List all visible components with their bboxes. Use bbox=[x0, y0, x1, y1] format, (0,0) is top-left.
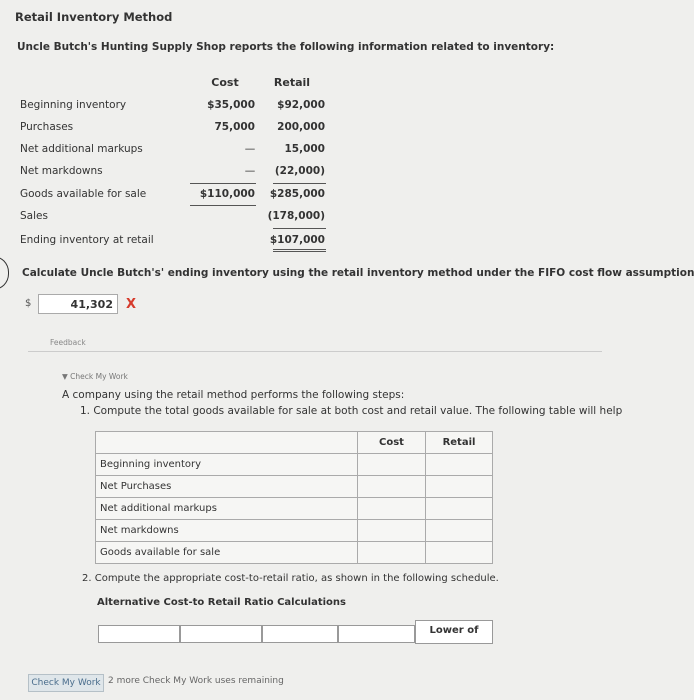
retail-header: Retail bbox=[426, 432, 493, 454]
incorrect-icon: X bbox=[126, 297, 137, 312]
step-2-text: 2. Compute the appropriate cost-to-retail ratio, as shown in the following schedule. bbox=[82, 573, 499, 584]
double-rule bbox=[273, 249, 326, 250]
row-cost: — bbox=[244, 143, 256, 155]
table-cell bbox=[426, 520, 493, 542]
table-cell bbox=[426, 542, 493, 564]
feedback-divider bbox=[28, 351, 602, 352]
table-cell bbox=[358, 498, 426, 520]
subtotal-rule bbox=[273, 183, 326, 184]
attempts-remaining: 2 more Check My Work uses remaining bbox=[108, 676, 284, 686]
table-cell bbox=[426, 498, 493, 520]
table-row-label: Beginning inventory bbox=[96, 454, 358, 476]
feedback-lead: A company using the retail method performs the following steps: bbox=[62, 389, 405, 401]
step-1-text: 1. Compute the total goods available for sale at both cost and retail value. The following table will help bbox=[80, 405, 623, 417]
check-my-work-button[interactable]: Check My Work bbox=[28, 674, 104, 692]
question-text: Calculate Uncle Butch's' ending inventory using the retail inventory method under the FIFO cost flow assumption bbox=[22, 267, 694, 279]
schedule-cell bbox=[338, 625, 415, 643]
row-cost: — bbox=[244, 165, 256, 177]
row-label: Goods available for sale bbox=[20, 188, 147, 200]
row-cost: $35,000 bbox=[207, 99, 255, 111]
question-bracket bbox=[0, 256, 9, 290]
table-row-label: Net Purchases bbox=[96, 476, 358, 498]
answer-input[interactable]: 41,302 bbox=[38, 294, 118, 314]
row-label: Purchases bbox=[20, 121, 74, 133]
row-retail: (178,000) bbox=[267, 210, 325, 222]
cost-header: Cost bbox=[211, 76, 239, 89]
row-cost: 75,000 bbox=[214, 121, 255, 133]
schedule-cell bbox=[180, 625, 262, 643]
row-retail: $92,000 bbox=[277, 99, 325, 111]
goods-available-table bbox=[95, 431, 493, 564]
retail-header: Retail bbox=[273, 76, 311, 89]
total-rule bbox=[190, 205, 256, 206]
check-my-work-toggle[interactable]: ▼ Check My Work bbox=[62, 372, 128, 381]
table-row-label: Net markdowns bbox=[96, 520, 358, 542]
row-cost: $110,000 bbox=[199, 188, 255, 200]
row-retail: 200,000 bbox=[277, 121, 325, 133]
table-cell bbox=[358, 454, 426, 476]
table-row-label: Net additional markups bbox=[96, 498, 358, 520]
row-label: Beginning inventory bbox=[20, 99, 127, 111]
feedback-label: Feedback bbox=[50, 338, 86, 347]
table-cell bbox=[426, 454, 493, 476]
double-rule bbox=[273, 251, 326, 252]
table-cell bbox=[426, 476, 493, 498]
row-label: Ending inventory at retail bbox=[20, 234, 154, 246]
row-label: Sales bbox=[20, 210, 48, 222]
table-row-label: Goods available for sale bbox=[96, 542, 358, 564]
alt-ratio-heading: Alternative Cost-to Retail Ratio Calculations bbox=[97, 597, 346, 608]
row-label: Net additional markups bbox=[20, 143, 143, 155]
cost-header: Cost bbox=[358, 432, 426, 454]
subtotal-rule bbox=[273, 228, 326, 229]
row-retail: $107,000 bbox=[269, 234, 325, 246]
table-cell bbox=[358, 542, 426, 564]
schedule-cell bbox=[98, 625, 180, 643]
page-title: Retail Inventory Method bbox=[15, 10, 173, 24]
table-cell bbox=[358, 520, 426, 542]
currency-symbol: $ bbox=[25, 298, 32, 309]
row-retail: $285,000 bbox=[269, 188, 325, 200]
schedule-cell bbox=[262, 625, 338, 643]
row-label: Net markdowns bbox=[20, 165, 103, 177]
table-corner bbox=[96, 432, 358, 454]
table-cell bbox=[358, 476, 426, 498]
row-retail: 15,000 bbox=[284, 143, 325, 155]
row-retail: (22,000) bbox=[274, 165, 325, 177]
problem-intro: Uncle Butch's Hunting Supply Shop reports the following information related to inventory: bbox=[17, 41, 555, 53]
lower-of-header: Lower of bbox=[415, 620, 493, 644]
subtotal-rule bbox=[190, 183, 256, 184]
